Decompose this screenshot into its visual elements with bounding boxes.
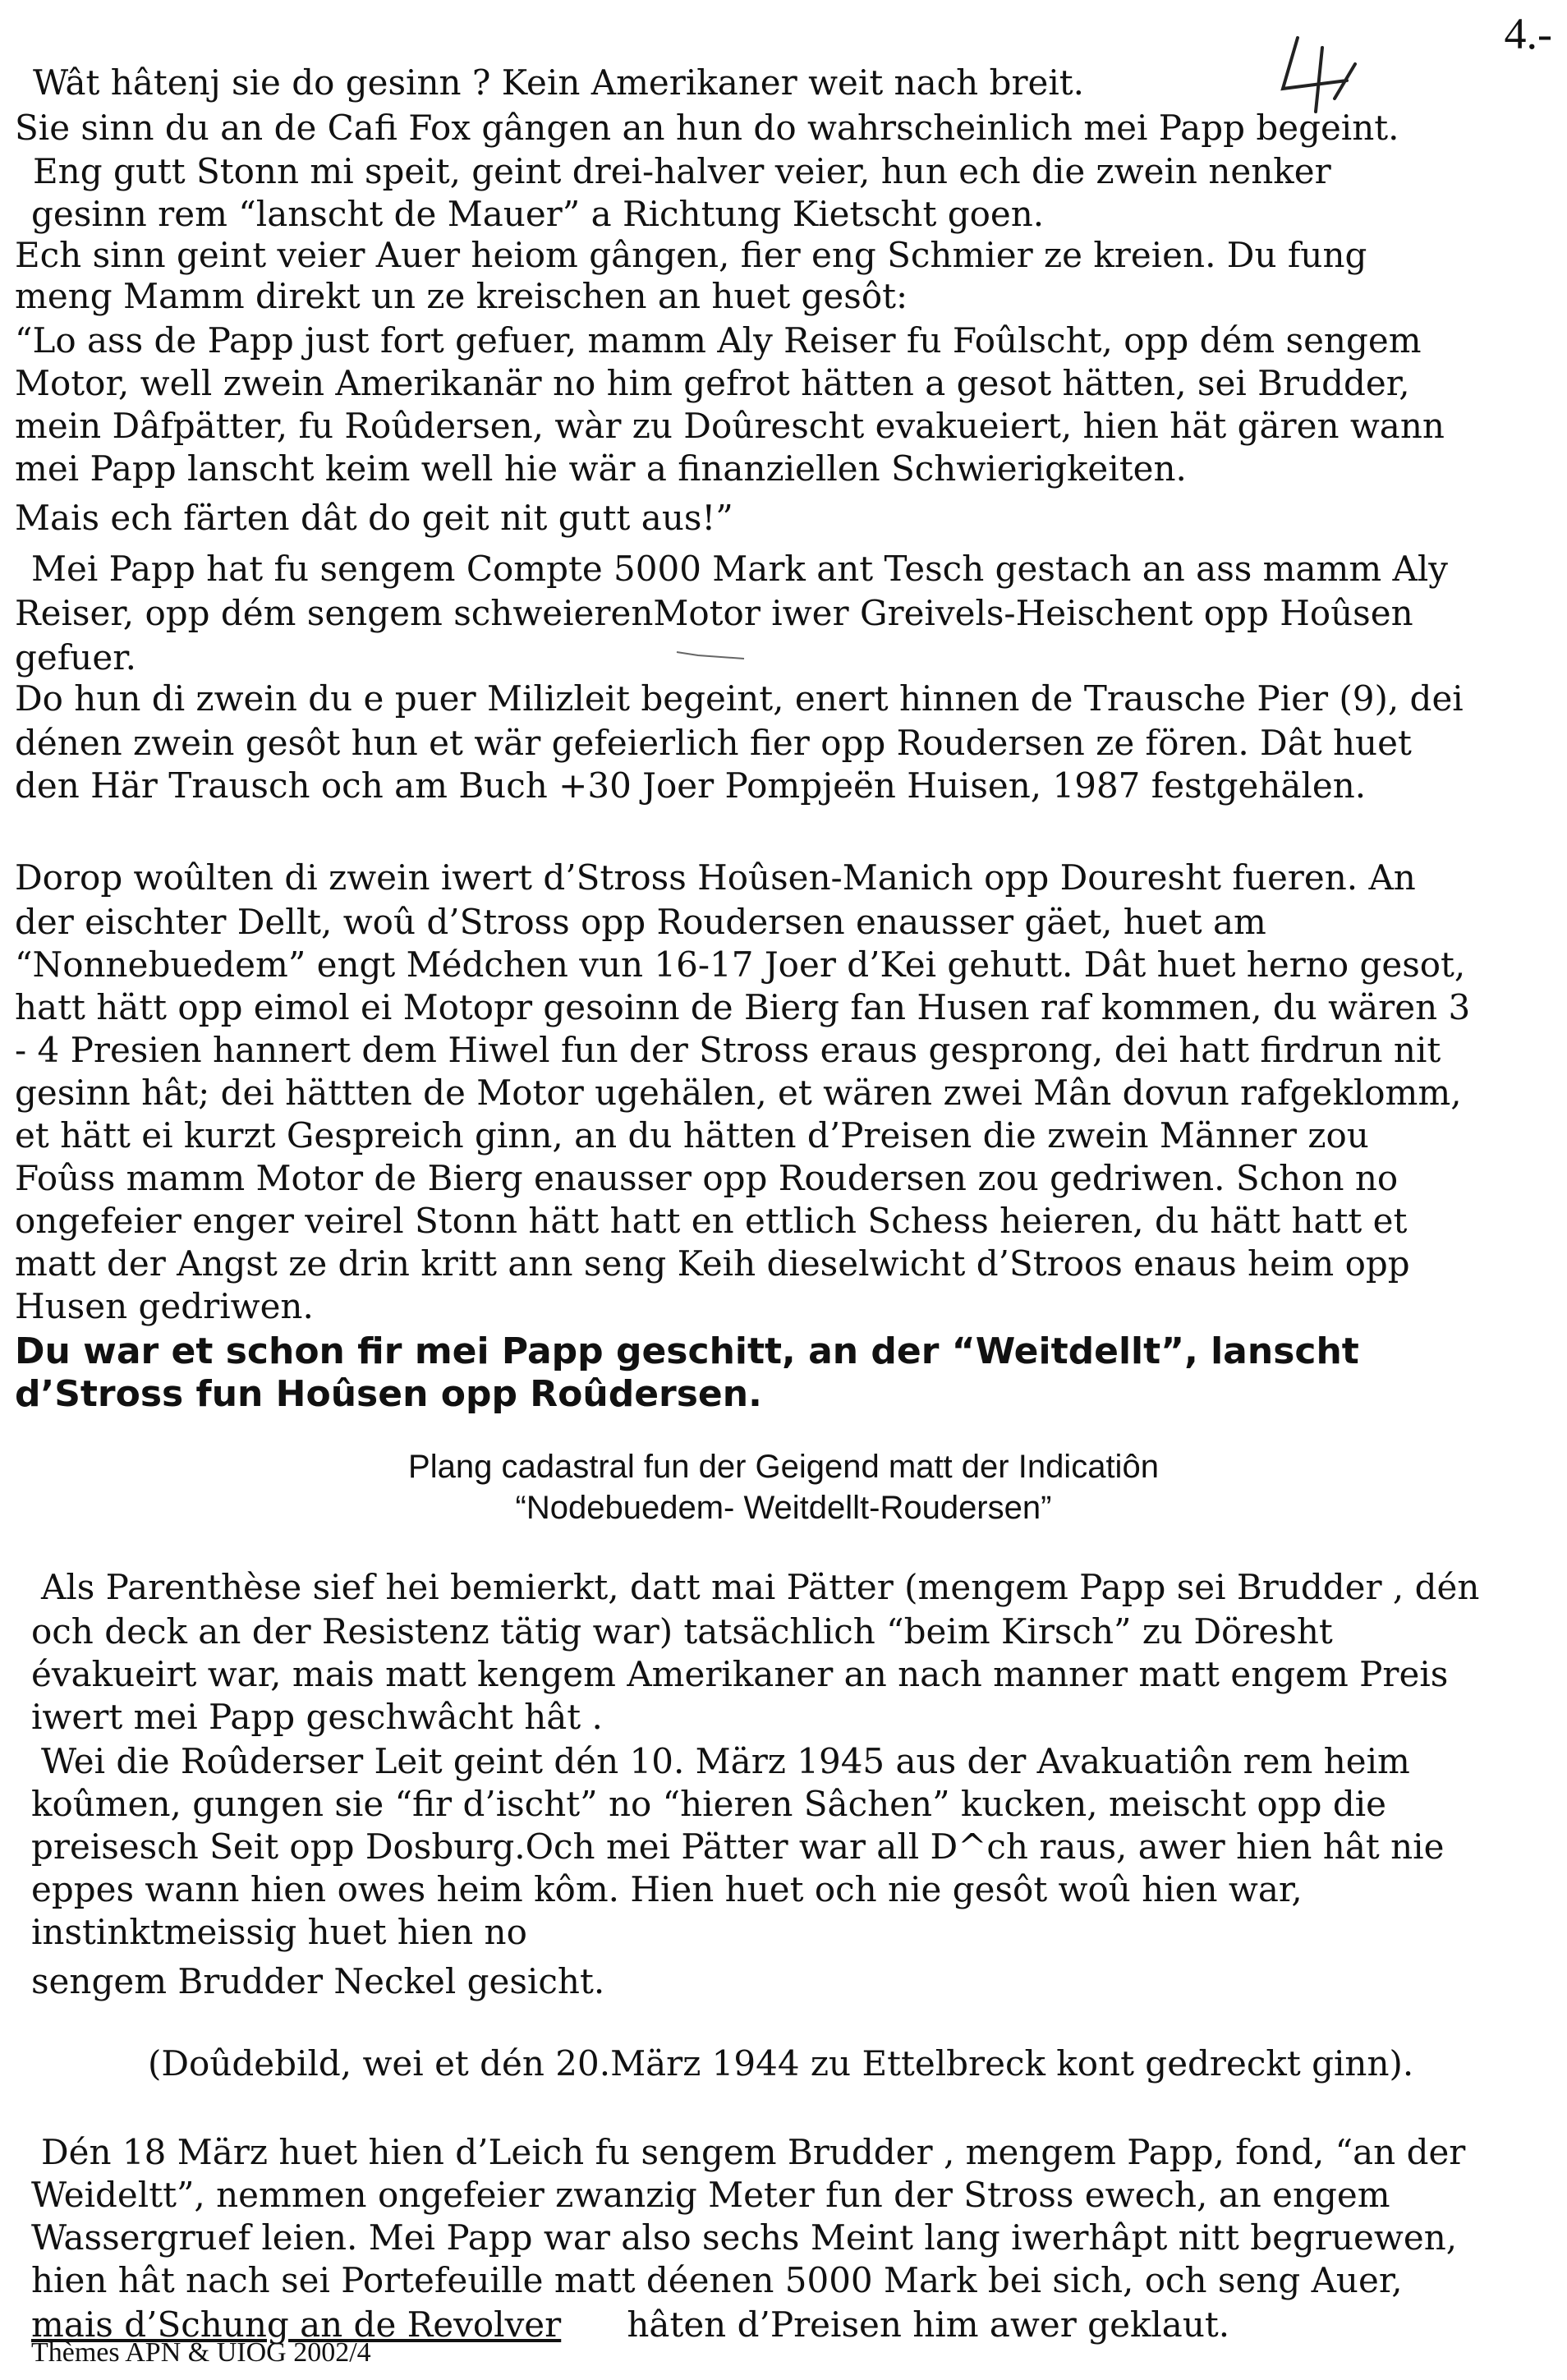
text-line: iwert mei Papp geschwâcht hât . bbox=[31, 1697, 603, 1737]
text-line: Mais ech färten dât do geit nit gutt aus!” bbox=[15, 498, 733, 538]
footer: Thèmes APN & UIOG 2002/4 bbox=[31, 2337, 371, 2368]
text-line: Wassergruef leien. Mei Papp war also sechs Meint lang iwerhâpt nitt begruewen, bbox=[31, 2217, 1458, 2258]
text-line: instinktmeissig huet hien no bbox=[31, 1912, 527, 1952]
text-line: mei Papp lanscht keim well hie wär a finanziellen Schwierigkeiten. bbox=[15, 448, 1187, 489]
text-line: Als Parenthèse sief hei bemierkt, datt mai Pätter (mengem Papp sei Brudder , dén bbox=[41, 1567, 1480, 1607]
text-line: - 4 Presien hannert dem Hiwel fun der Stross eraus gesprong, dei hatt firdrun nit bbox=[15, 1030, 1441, 1070]
text-line: mein Dâfpätter, fu Roûdersen, wàr zu Doûrescht evakueiert, hien hät gären wann bbox=[15, 406, 1445, 446]
text-line: hien hât nach sei Portefeuille matt déenen 5000 Mark bei sich, och seng Auer, bbox=[31, 2260, 1403, 2300]
text-line: den Här Trausch och am Buch +30 Joer Pompjeën Huisen, 1987 festgehälen. bbox=[15, 765, 1367, 806]
text-line: Foûss mamm Motor de Bierg enausser opp Roudersen zou gedriwen. Schon no bbox=[15, 1158, 1399, 1198]
text-line: Wei die Roûderser Leit geint dén 10. März 1945 aus der Avakuatiôn rem heim bbox=[41, 1741, 1410, 1781]
text-line: meng Mamm direkt un ze kreischen an huet gesôt: bbox=[15, 276, 908, 316]
text-line: gesinn hât; dei hättten de Motor ugehälen, et wären zwei Mân dovun rafgeklomm, bbox=[15, 1073, 1462, 1113]
text-line: eppes wann hien owes heim kôm. Hien huet och nie gesôt woû hien war, bbox=[31, 1869, 1303, 1909]
last-line-rest: hâten d’Preisen him awer geklaut. bbox=[627, 2304, 1230, 2345]
text-line: Ech sinn geint veier Auer heiom gângen, fier eng Schmier ze kreien. Du fung bbox=[15, 235, 1367, 275]
bold-line: Du war et schon fir mei Papp geschitt, an der “Weitdellt”, lanscht bbox=[15, 1330, 1359, 1372]
image-caption: (Doûdebild, wei et dén 20.März 1944 zu Ettelbreck kont gedreckt ginn). bbox=[148, 2043, 1414, 2084]
text-line: Eng gutt Stonn mi speit, geint drei-halver veier, hun ech die zwein nenker bbox=[33, 151, 1331, 191]
text-line: Dén 18 März huet hien d’Leich fu sengem Brudder , mengem Papp, fond, “an der bbox=[41, 2132, 1466, 2172]
page-number: 4.- bbox=[1504, 9, 1552, 58]
text-line: och deck an der Resistenz tätig war) tatsächlich “beim Kirsch” zu Döresht bbox=[31, 1611, 1333, 1652]
text-line: preisesch Seit opp Dosburg.Och mei Pätter war all D^ch raus, awer hien hât nie bbox=[31, 1826, 1445, 1867]
text-line: Mei Papp hat fu sengem Compte 5000 Mark ant Tesch gestach an ass mamm Aly bbox=[31, 549, 1449, 589]
text-line: Motor, well zwein Amerikanär no him gefrot hätten a gesot hätten, sei Brudder, bbox=[15, 363, 1410, 403]
text-line: “Nonnebuedem” engt Médchen vun 16-17 Joer d’Kei gehutt. Dât huet herno gesot, bbox=[15, 944, 1466, 985]
bold-line: d’Stross fun Hoûsen opp Roûdersen. bbox=[15, 1373, 762, 1415]
text-line: sengem Brudder Neckel gesicht. bbox=[31, 1961, 605, 2001]
map-caption-line: “Nodebuedem- Weitdellt-Roudersen” bbox=[515, 1490, 1052, 1526]
text-line: hatt hätt opp eimol ei Motopr gesoinn de Bierg fan Husen raf kommen, du wären 3 bbox=[15, 987, 1471, 1027]
text-line: matt der Angst ze drin kritt ann seng Keih dieselwicht d’Stroos enaus heim opp bbox=[15, 1243, 1410, 1284]
text-line: Sie sinn du an de Cafi Fox gângen an hun do wahrscheinlich mei Papp begeint. bbox=[15, 108, 1399, 148]
map-caption-line: Plang cadastral fun der Geigend matt der Indicatiôn bbox=[408, 1449, 1159, 1485]
stray-pen-mark bbox=[673, 647, 747, 664]
text-line: gesinn rem “lanscht de Mauer” a Richtung Kietscht goen. bbox=[31, 194, 1045, 234]
text-line: Wât hâtenj sie do gesinn ? Kein Amerikaner weit nach breit. bbox=[33, 62, 1085, 103]
text-line: gefuer. bbox=[15, 637, 137, 678]
text-line: Reiser, opp dém sengem schweierenMotor iwer Greivels-Heischent opp Hoûsen bbox=[15, 593, 1413, 633]
text-line: Husen gedriwen. bbox=[15, 1286, 314, 1326]
text-line: Do hun di zwein du e puer Milizleit begeint, enert hinnen de Trausche Pier (9), dei bbox=[15, 678, 1464, 719]
text-line: der eischter Dellt, woû d’Stross opp Roudersen enausser gäet, huet am bbox=[15, 902, 1266, 942]
text-line: évakueirt war, mais matt kengem Amerikaner an nach manner matt engem Preis bbox=[31, 1654, 1449, 1694]
handwritten-page-number bbox=[1265, 31, 1380, 113]
underlined-phrase: mais d’Schung an de Revolver bbox=[31, 2304, 562, 2345]
text-line: “Lo ass de Papp just fort gefuer, mamm Aly Reiser fu Foûlscht, opp dém sengem bbox=[15, 320, 1422, 361]
text-line: ongefeier enger veirel Stonn hätt hatt en ettlich Schess heieren, du hätt hatt et bbox=[15, 1201, 1408, 1241]
text-line: koûmen, gungen sie “fir d’ischt” no “hieren Sâchen” kucken, meischt opp die bbox=[31, 1784, 1387, 1824]
text-line: Dorop woûlten di zwein iwert d’Stross Hoûsen-Manich opp Douresht fueren. An bbox=[15, 857, 1416, 898]
text-line: dénen zwein gesôt hun et wär gefeierlich fier opp Roudersen ze fören. Dât huet bbox=[15, 723, 1412, 763]
text-line: Weideltt”, nemmen ongefeier zwanzig Meter fun der Stross ewech, an engem bbox=[31, 2175, 1390, 2215]
text-line: et hätt ei kurzt Gespreich ginn, an du hätten d’Preisen die zwein Männer zou bbox=[15, 1115, 1369, 1156]
